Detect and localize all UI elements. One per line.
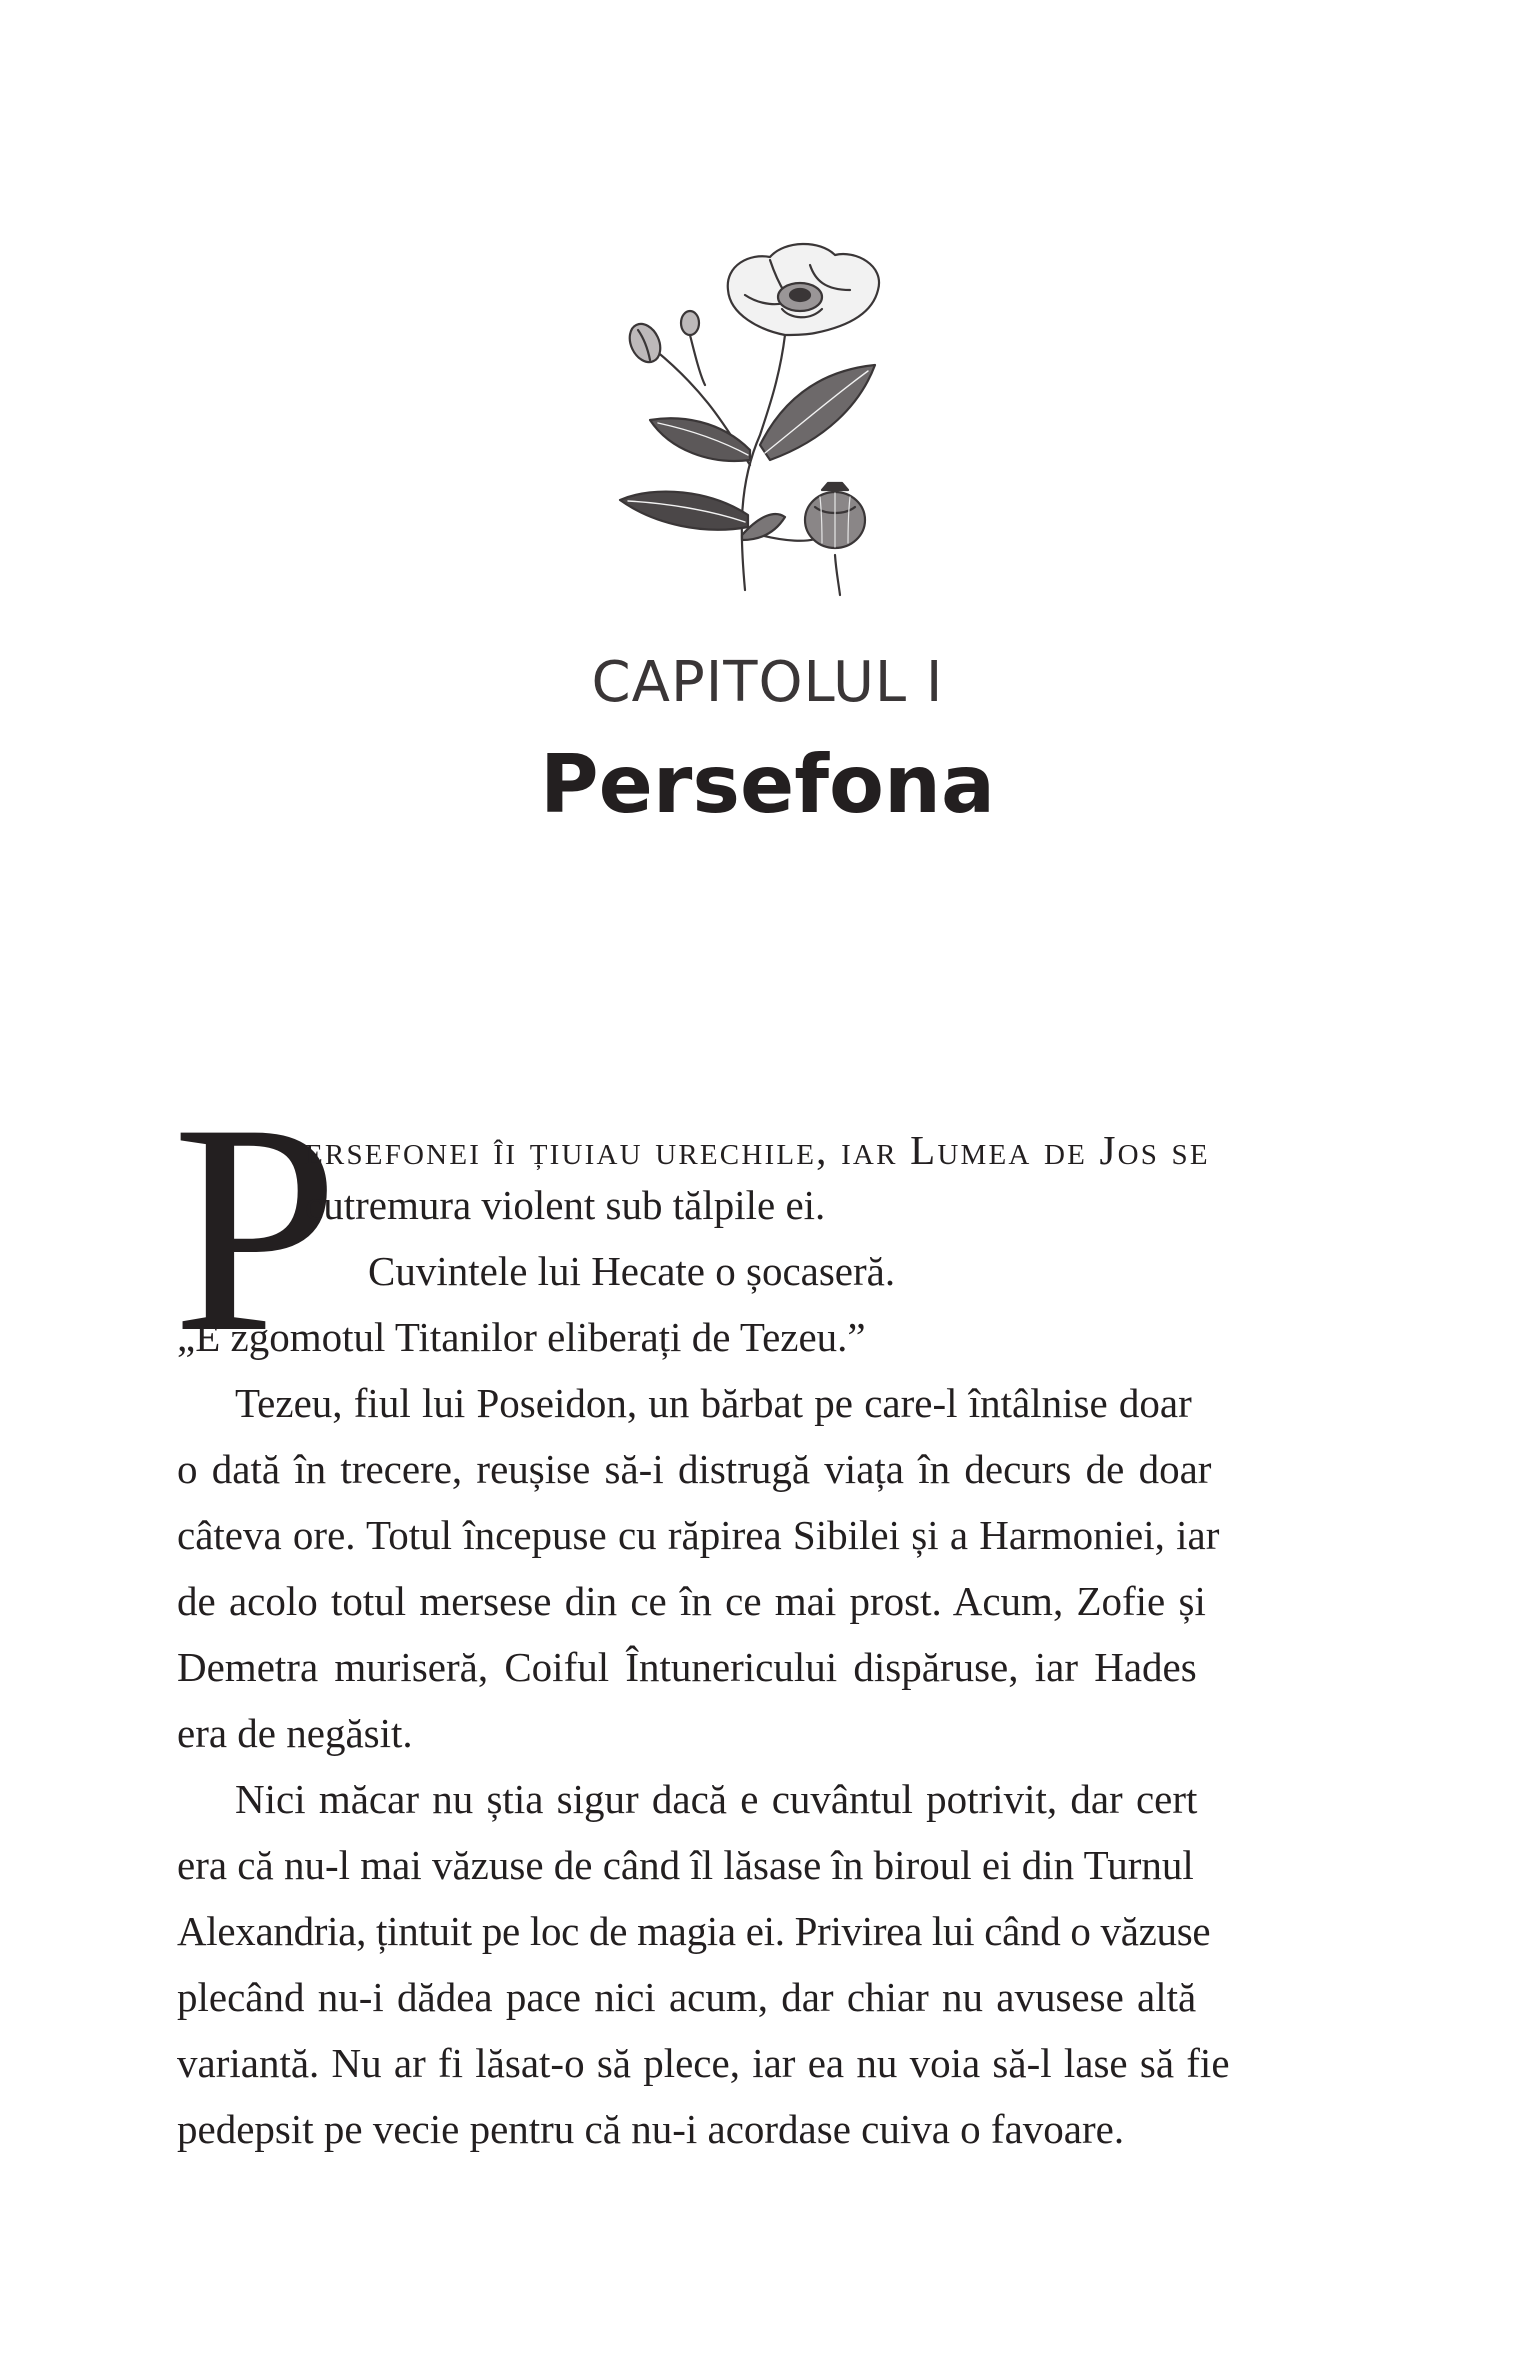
text-line: Alexandria, țintuit pe loc de magia ei. Privirea lui când o văzuse <box>177 1908 1211 1954</box>
opening-line: ersefonei îi țiuiau urechile, iar Lumea de Jos se <box>305 1127 1210 1173</box>
text-line: Demetra muriseră, Coiful Întunericului dispăruse, iar Hades <box>177 1644 1197 1690</box>
text-line: o dată în trecere, reușise să-i distrugă viața în decurs de doar <box>177 1446 1212 1492</box>
text-line: variantă. Nu ar fi lăsat-o să plece, iar ea nu voia să-l lase să fie <box>177 2040 1230 2086</box>
text-line: era de negăsit. <box>177 1710 413 1756</box>
text-line: cutremura violent sub tălpile ei. <box>305 1182 826 1228</box>
chapter-title: Persefona <box>540 738 995 831</box>
text-line: era că nu-l mai văzuse de când îl lăsase în biroul ei din Turnul <box>177 1842 1194 1888</box>
text-line: Tezeu, fiul lui Poseidon, un bărbat pe care-l întâlnise doar <box>235 1380 1192 1426</box>
text-line: pedepsit pe vecie pentru că nu-i acordase cuiva o favoare. <box>177 2106 1125 2152</box>
text-line: de acolo totul mersese din ce în ce mai prost. Acum, Zofie și <box>177 1578 1206 1624</box>
chapter-number: CAPITOLUL I <box>591 650 944 715</box>
text-line: Nici măcar nu știa sigur dacă e cuvântul potrivit, dar cert <box>235 1776 1198 1822</box>
poppy-flower-icon <box>610 235 910 605</box>
text-line: câteva ore. Totul începuse cu răpirea Sibilei și a Harmoniei, iar <box>177 1512 1220 1558</box>
text-line: plecând nu-i dădea pace nici acum, dar chiar nu avusese altă <box>177 1974 1197 2020</box>
text-line: Cuvintele lui Hecate o șocaseră. <box>368 1248 896 1294</box>
text-line: „E zgomotul Titanilor eliberați de Tezeu.” <box>177 1314 866 1360</box>
drop-cap: P <box>172 1062 339 1394</box>
